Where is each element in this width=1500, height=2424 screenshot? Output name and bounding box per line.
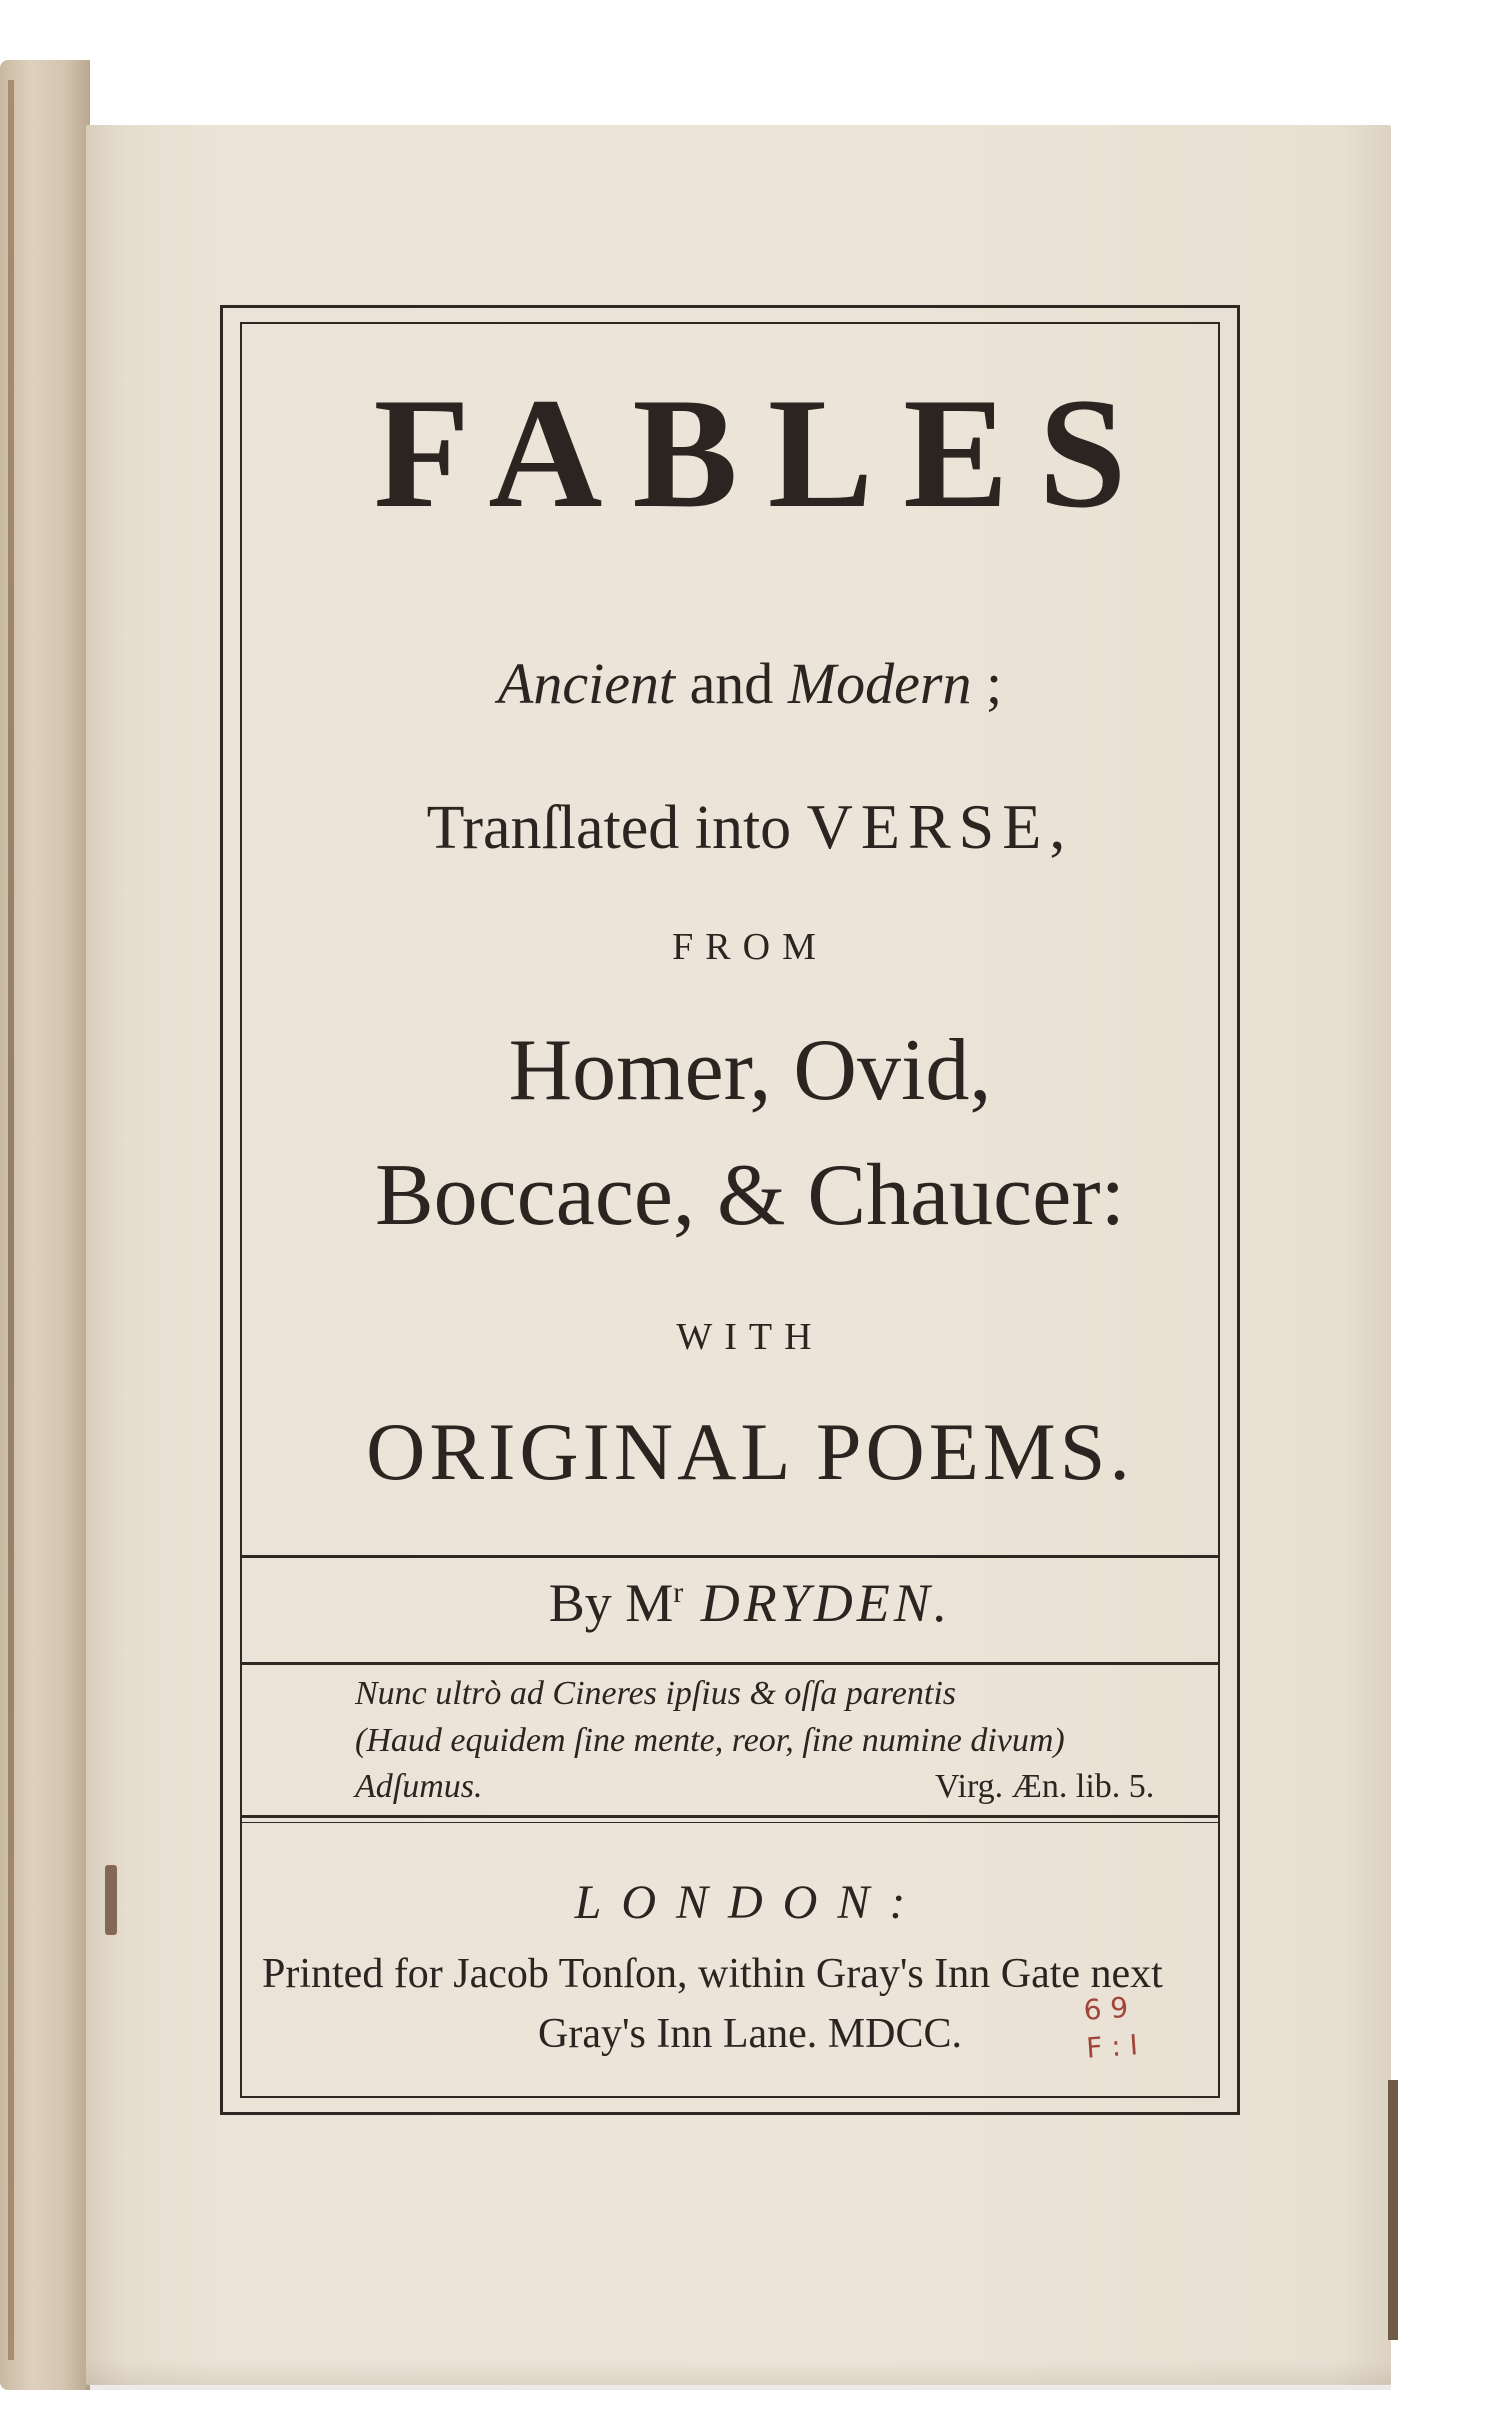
manuscript-annotation: 6 9 F : I xyxy=(1082,1990,1139,2065)
imprint-line-2: Gray's Inn Lane. MDCC. xyxy=(538,2011,962,2057)
epigraph-line-1: Nunc ultrò ad Cineres ipſius & oſſa parentis xyxy=(355,1675,956,1712)
epigraph-reference: Virg. Æn. lib. 5. xyxy=(935,1768,1155,1805)
subtitle-ancient: Ancient xyxy=(497,651,676,716)
divider-rule-2 xyxy=(240,1662,1220,1665)
byline-sup: r xyxy=(673,1576,684,1609)
subtitle-modern: Modern xyxy=(787,651,972,716)
divider-rule-3 xyxy=(240,1815,1220,1818)
authors-line-1: Homer, Ovid, xyxy=(508,1022,992,1119)
from-label: FROM xyxy=(672,926,828,968)
translated-prefix: Tranſlated into xyxy=(426,794,807,862)
book-title: FABLES xyxy=(373,366,1157,541)
subtitle-semicolon: ; xyxy=(971,651,1003,716)
byline-author: DRYDEN. xyxy=(683,1573,952,1633)
divider-rule-3-thin xyxy=(240,1822,1220,1823)
epigraph-line-2: (Haud equidem ſine mente, reor, ſine numine divum) xyxy=(355,1722,1065,1759)
subtitle-and: and xyxy=(675,651,788,716)
with-label: WITH xyxy=(676,1316,824,1358)
imprint-line-1: Printed for Jacob Tonſon, within Gray's Inn Gate next xyxy=(262,1951,1163,1997)
byline-by: By M xyxy=(548,1573,674,1633)
translated-line xyxy=(0,790,1500,864)
epigraph-line-3: Adſumus. xyxy=(355,1768,483,1805)
translated-verse: VERSE, xyxy=(806,791,1074,862)
imprint-city: LONDON: xyxy=(574,1876,926,1929)
byline xyxy=(0,1572,1500,1634)
authors-line-2: Boccace, & Chaucer: xyxy=(374,1147,1126,1244)
original-poems: ORIGINAL POEMS. xyxy=(366,1406,1134,1497)
divider-rule-1 xyxy=(240,1555,1220,1558)
page-shadow xyxy=(86,2360,1391,2390)
binding-stub xyxy=(1388,2080,1398,2340)
subtitle xyxy=(0,650,1500,717)
